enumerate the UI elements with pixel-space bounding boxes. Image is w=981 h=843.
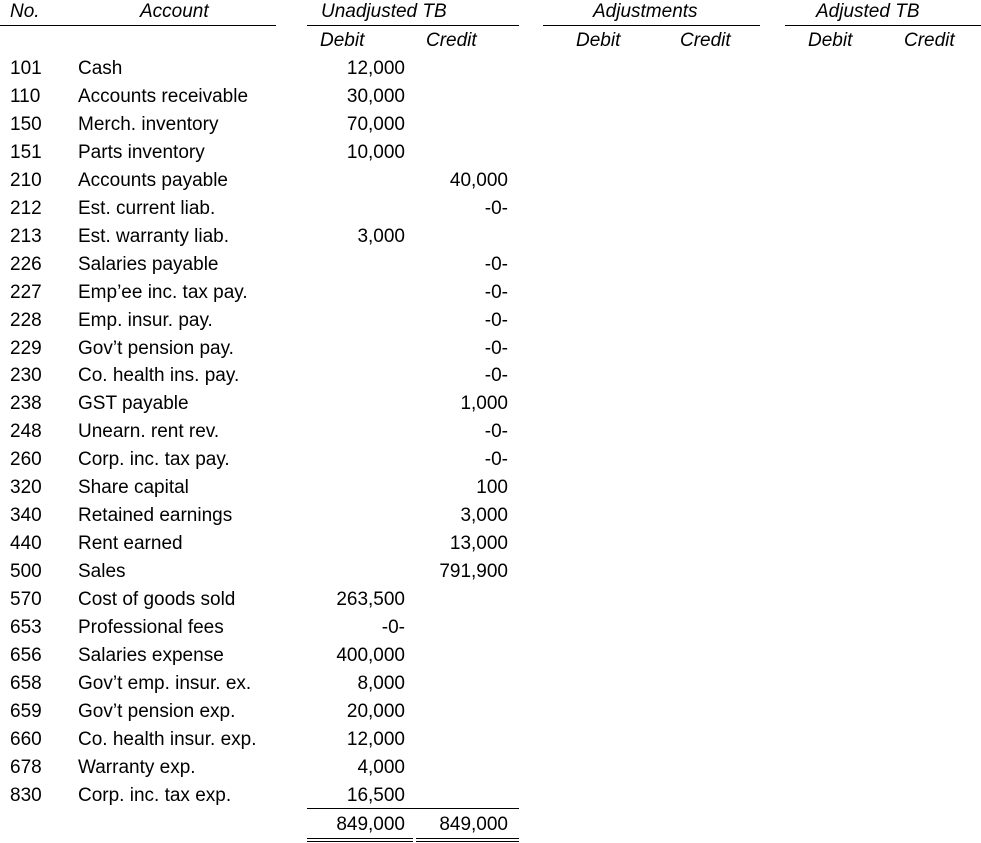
row-account-name: Parts inventory <box>78 142 205 163</box>
row-unadjusted-debit: 263,500 <box>336 589 405 610</box>
row-account-name: Emp’ee inc. tax pay. <box>78 282 248 303</box>
subheader-unadjusted-credit: Credit <box>426 30 477 51</box>
row-unadjusted-debit: 10,000 <box>346 142 405 163</box>
row-account-name: Sales <box>78 561 126 582</box>
row-account-number: 248 <box>10 421 42 442</box>
row-unadjusted-credit: -0- <box>484 365 508 386</box>
row-account-number: 151 <box>10 142 42 163</box>
header-no: No. <box>10 1 40 22</box>
row-account-name: Share capital <box>78 477 189 498</box>
row-account-name: Merch. inventory <box>78 114 219 135</box>
row-account-name: GST payable <box>78 393 189 414</box>
row-unadjusted-credit: -0- <box>484 254 508 275</box>
row-unadjusted-debit: 4,000 <box>357 757 405 778</box>
row-unadjusted-credit: 791,900 <box>439 561 508 582</box>
row-account-name: Gov’t pension pay. <box>78 338 234 359</box>
header-unadjusted-tb: Unadjusted TB <box>321 1 447 22</box>
subheader-adjusted-credit: Credit <box>904 30 955 51</box>
row-account-number: 659 <box>10 701 42 722</box>
row-unadjusted-credit: 40,000 <box>449 170 508 191</box>
row-unadjusted-debit: 8,000 <box>357 673 405 694</box>
row-account-number: 210 <box>10 170 42 191</box>
subheader-adjustments-debit: Debit <box>576 30 621 51</box>
row-unadjusted-credit: 1,000 <box>460 393 508 414</box>
subheader-unadjusted-debit: Debit <box>320 30 365 51</box>
row-account-name: Salaries payable <box>78 254 219 275</box>
row-account-name: Emp. insur. pay. <box>78 310 213 331</box>
row-unadjusted-debit: 12,000 <box>346 58 405 79</box>
total-rule-debit <box>307 808 413 809</box>
row-account-name: Cost of goods sold <box>78 589 236 610</box>
row-unadjusted-debit: 16,500 <box>346 785 405 806</box>
row-account-number: 110 <box>10 86 41 107</box>
row-account-name: Salaries expense <box>78 645 224 666</box>
row-account-name: Retained earnings <box>78 505 233 526</box>
row-account-name: Warranty exp. <box>78 757 196 778</box>
header-account: Account <box>140 1 209 22</box>
row-account-number: 320 <box>10 477 42 498</box>
row-unadjusted-credit: -0- <box>484 449 508 470</box>
row-account-name: Accounts receivable <box>78 86 249 107</box>
row-account-name: Unearn. rent rev. <box>78 421 220 442</box>
row-account-number: 500 <box>10 561 42 582</box>
double-rule-credit-1 <box>416 838 519 839</box>
row-account-number: 101 <box>10 58 42 79</box>
row-account-name: Co. health insur. exp. <box>78 729 257 750</box>
row-account-number: 440 <box>10 533 42 554</box>
row-unadjusted-credit: -0- <box>484 282 508 303</box>
row-unadjusted-debit: 20,000 <box>346 701 405 722</box>
row-account-name: Rent earned <box>78 533 183 554</box>
row-account-number: 227 <box>10 282 42 303</box>
underline-unadjusted <box>307 25 519 26</box>
row-account-name: Gov’t pension exp. <box>78 701 236 722</box>
row-unadjusted-debit: 12,000 <box>346 729 405 750</box>
row-account-number: 660 <box>10 729 42 750</box>
row-account-number: 150 <box>10 114 42 135</box>
subheader-adjusted-debit: Debit <box>808 30 853 51</box>
row-account-number: 570 <box>10 589 42 610</box>
row-unadjusted-credit: -0- <box>484 421 508 442</box>
row-account-number: 213 <box>10 226 42 247</box>
row-account-name: Co. health ins. pay. <box>78 365 240 386</box>
row-account-number: 260 <box>10 449 42 470</box>
row-unadjusted-credit: -0- <box>484 310 508 331</box>
row-account-number: 238 <box>10 393 42 414</box>
double-rule-debit-2 <box>307 841 413 842</box>
row-account-name: Est. warranty liab. <box>78 226 229 247</box>
row-unadjusted-credit: 3,000 <box>460 505 508 526</box>
row-unadjusted-credit: -0- <box>484 338 508 359</box>
row-unadjusted-credit: 13,000 <box>449 533 508 554</box>
header-adjustments: Adjustments <box>593 1 698 22</box>
double-rule-credit-2 <box>416 841 519 842</box>
underline-adjusted <box>785 25 981 26</box>
row-account-number: 212 <box>10 198 42 219</box>
row-unadjusted-debit: -0- <box>381 617 405 638</box>
total-credit: 849,000 <box>439 814 508 835</box>
header-adjusted-tb: Adjusted TB <box>816 1 920 22</box>
row-account-number: 658 <box>10 673 42 694</box>
row-account-name: Corp. inc. tax pay. <box>78 449 230 470</box>
row-account-name: Gov’t emp. insur. ex. <box>78 673 252 694</box>
row-account-name: Corp. inc. tax exp. <box>78 785 232 806</box>
row-unadjusted-debit: 3,000 <box>357 226 405 247</box>
row-account-number: 230 <box>10 365 42 386</box>
row-account-name: Accounts payable <box>78 170 228 191</box>
double-rule-debit-1 <box>307 838 413 839</box>
underline-account <box>68 25 276 26</box>
row-account-number: 340 <box>10 505 42 526</box>
row-account-number: 228 <box>10 310 42 331</box>
row-account-number: 656 <box>10 645 42 666</box>
row-account-number: 226 <box>10 254 42 275</box>
row-account-number: 678 <box>10 757 42 778</box>
row-account-number: 653 <box>10 617 42 638</box>
underline-adjustments <box>543 25 760 26</box>
row-unadjusted-credit: -0- <box>484 198 508 219</box>
row-account-number: 229 <box>10 338 42 359</box>
subheader-adjustments-credit: Credit <box>680 30 731 51</box>
row-unadjusted-credit: 100 <box>476 477 508 498</box>
row-unadjusted-debit: 400,000 <box>336 645 405 666</box>
row-account-name: Professional fees <box>78 617 224 638</box>
total-debit: 849,000 <box>336 814 405 835</box>
row-account-name: Est. current liab. <box>78 198 216 219</box>
row-account-number: 830 <box>10 785 42 806</box>
underline-no <box>0 25 68 26</box>
row-unadjusted-debit: 70,000 <box>346 114 405 135</box>
row-unadjusted-debit: 30,000 <box>346 86 405 107</box>
row-account-name: Cash <box>78 58 123 79</box>
total-rule-credit <box>413 808 519 809</box>
